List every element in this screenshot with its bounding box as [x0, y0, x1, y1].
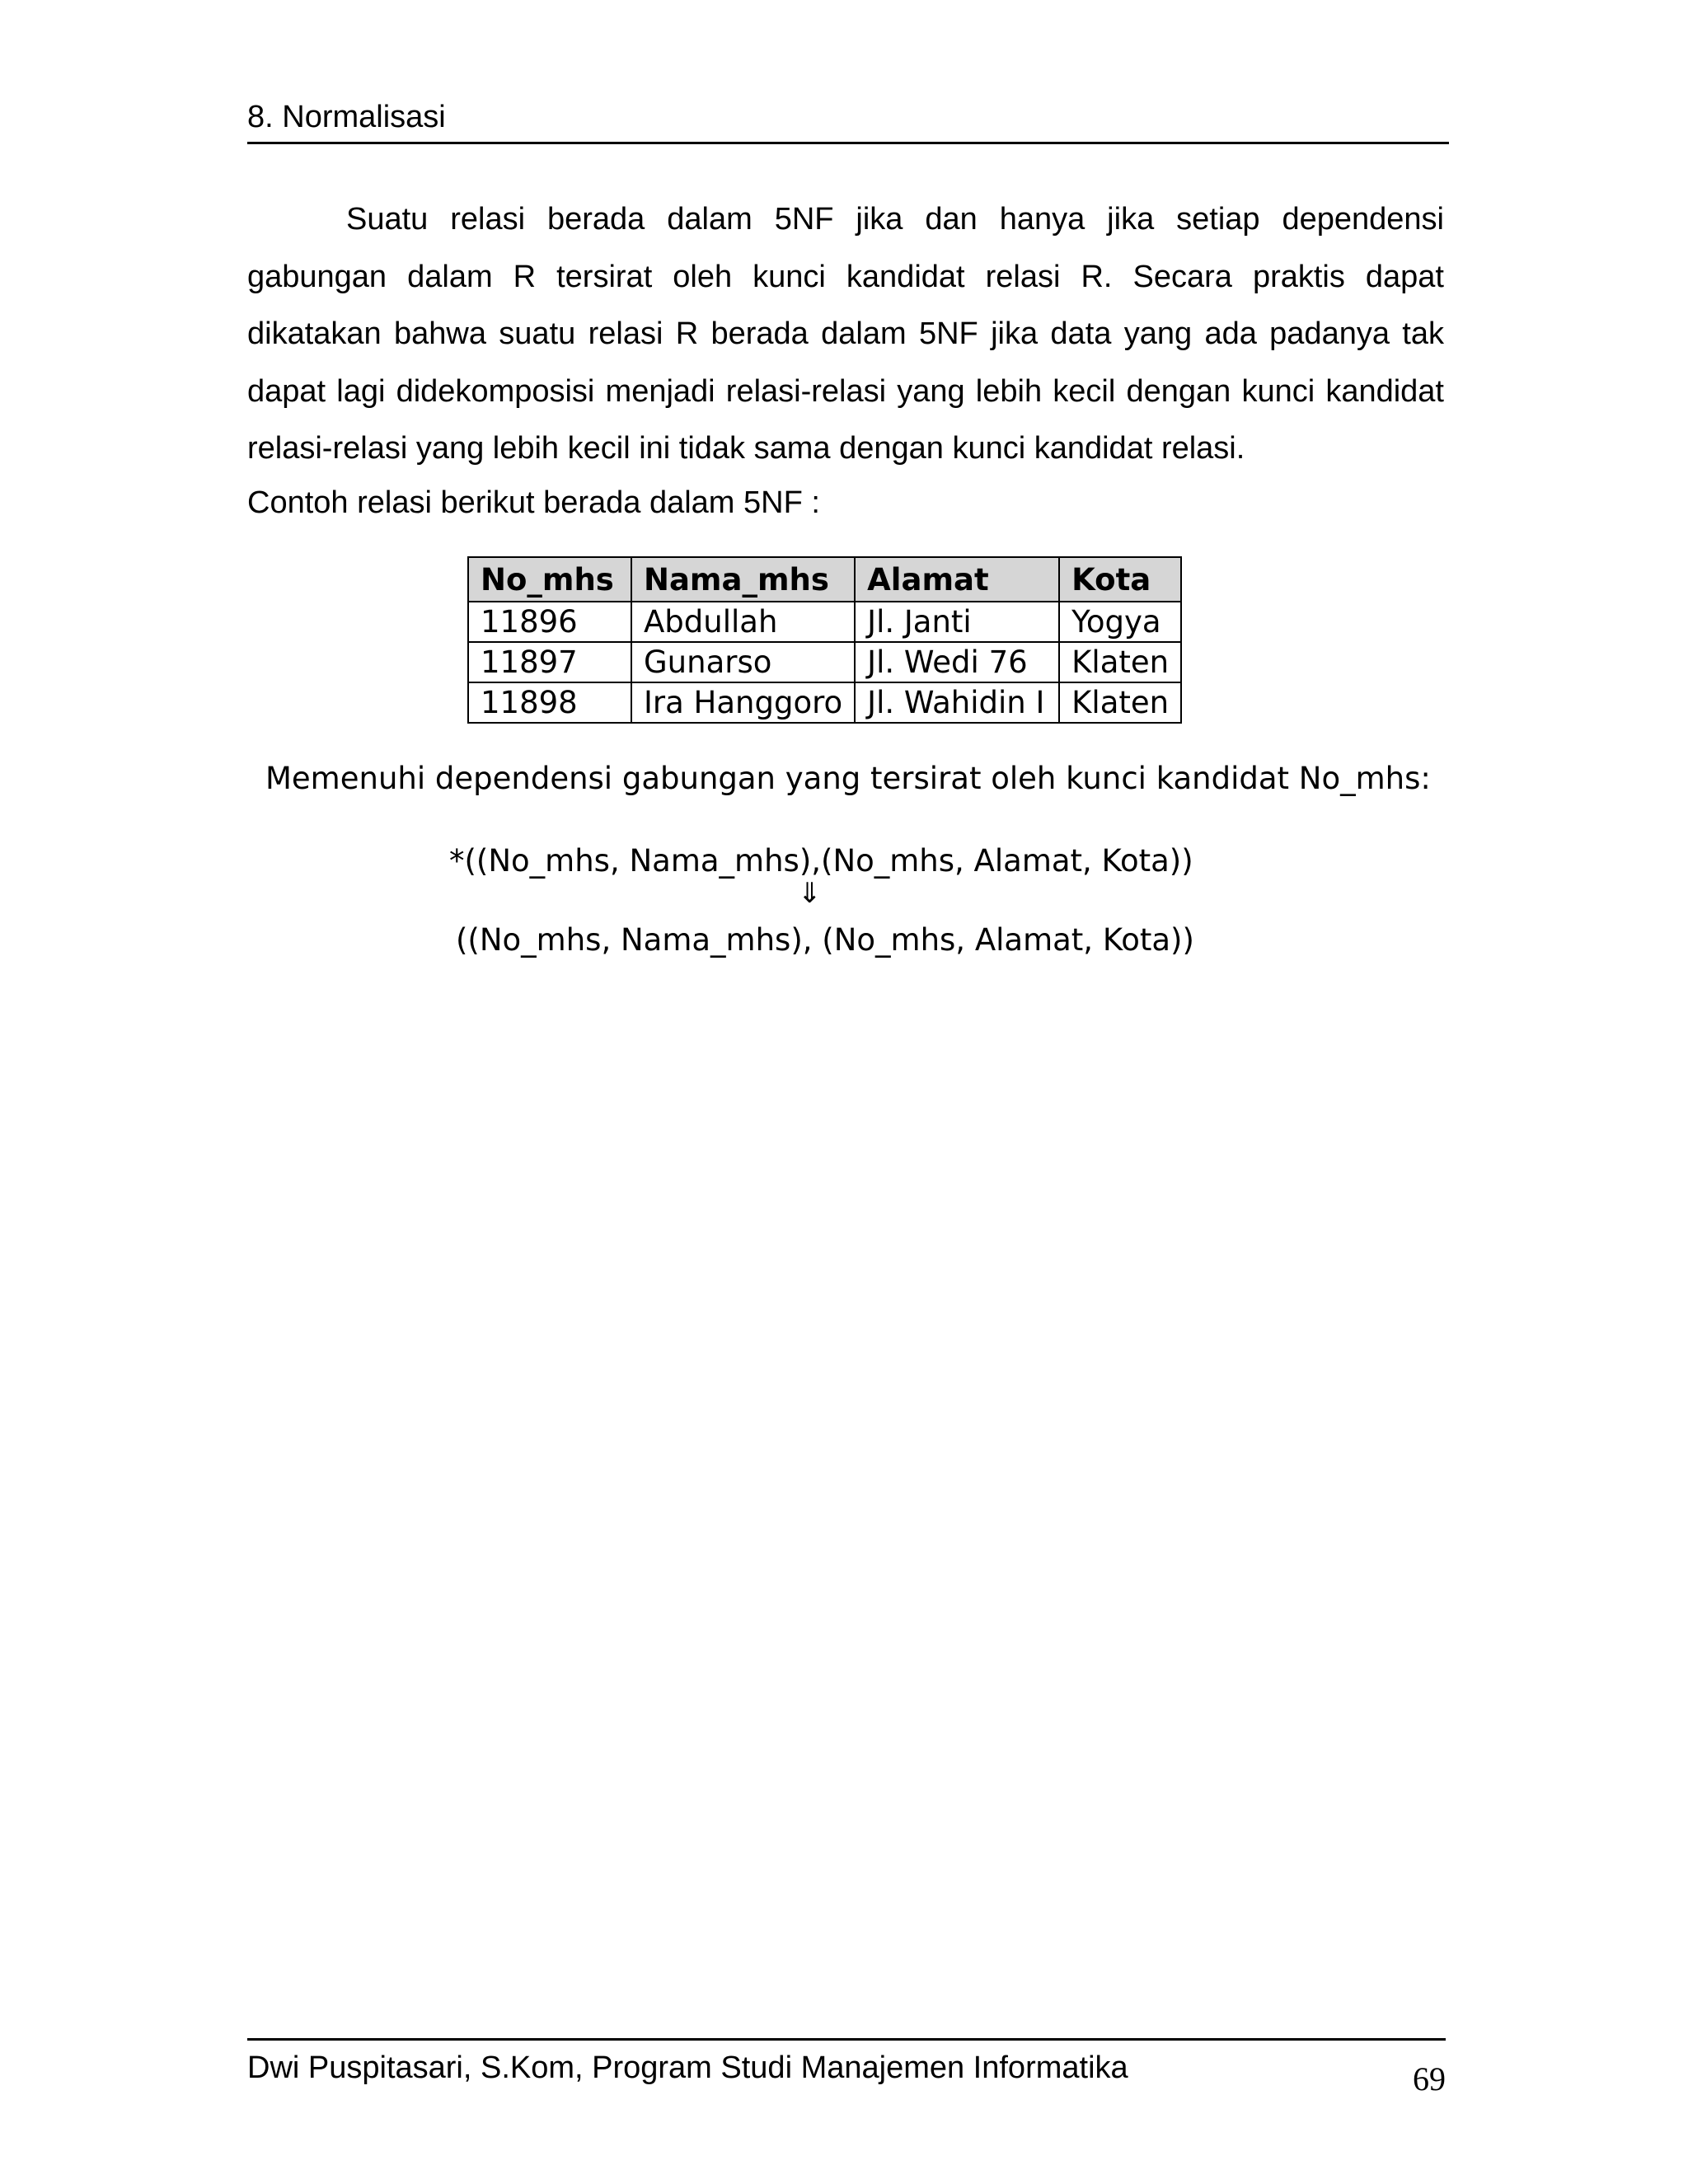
table-row [468, 682, 1181, 723]
relation-table [467, 556, 1182, 724]
table-header-row [468, 557, 1181, 602]
dependency-result: ((No_mhs, Nama_mhs), (No_mhs, Alamat, Kota)) [456, 922, 1194, 958]
page-header: 8. Normalisasi [247, 97, 1449, 144]
cell-kota: Klaten [1059, 682, 1181, 723]
cell-no-mhs: 11898 [468, 682, 631, 723]
footer-author: Dwi Puspitasari, S.Kom, Program Studi Manajemen Informatika [247, 2050, 1128, 2085]
cell-nama-mhs: Abdullah [631, 602, 855, 642]
header-no-mhs: No_mhs [468, 557, 631, 602]
body-paragraph: Suatu relasi berada dalam 5NF jika dan hanya jika setiap dependensi gabungan dalam R tersirat oleh kunci kandidat relasi R. Secara praktis dapat dikatakan bahwa suatu relasi R berada dalam 5NF jika data yang ada padanya tak dapat lagi didekomposisi menjadi relasi-relasi yang lebih kecil dengan kunci kandidat relasi-relasi yang lebih kecil ini tidak sama dengan kunci kandidat relasi. [247, 202, 1444, 466]
cell-kota: Yogya [1059, 602, 1181, 642]
header-nama-mhs: Nama_mhs [631, 557, 855, 602]
table-row [468, 642, 1181, 682]
dependency-formula: *((No_mhs, Nama_mhs),(No_mhs, Alamat, Kota)) [449, 843, 1193, 879]
cell-nama-mhs: Gunarso [631, 642, 855, 682]
example-intro: Contoh relasi berikut berada dalam 5NF : [247, 485, 820, 520]
cell-nama-mhs: Ira Hanggoro [631, 682, 855, 723]
table-row [468, 602, 1181, 642]
down-arrow-icon: ⇓ [798, 877, 822, 910]
page-number: 69 [1413, 2060, 1446, 2097]
dependency-intro: Memenuhi dependensi gabungan yang tersirat oleh kunci kandidat No_mhs: [265, 761, 1431, 796]
cell-alamat: Jl. Janti [855, 602, 1059, 642]
header-kota: Kota [1059, 557, 1181, 602]
footer-divider [247, 2038, 1446, 2041]
cell-alamat: Jl. Wahidin I [855, 682, 1059, 723]
cell-no-mhs: 11896 [468, 602, 631, 642]
cell-kota: Klaten [1059, 642, 1181, 682]
cell-no-mhs: 11897 [468, 642, 631, 682]
header-alamat: Alamat [855, 557, 1059, 602]
cell-alamat: Jl. Wedi 76 [855, 642, 1059, 682]
